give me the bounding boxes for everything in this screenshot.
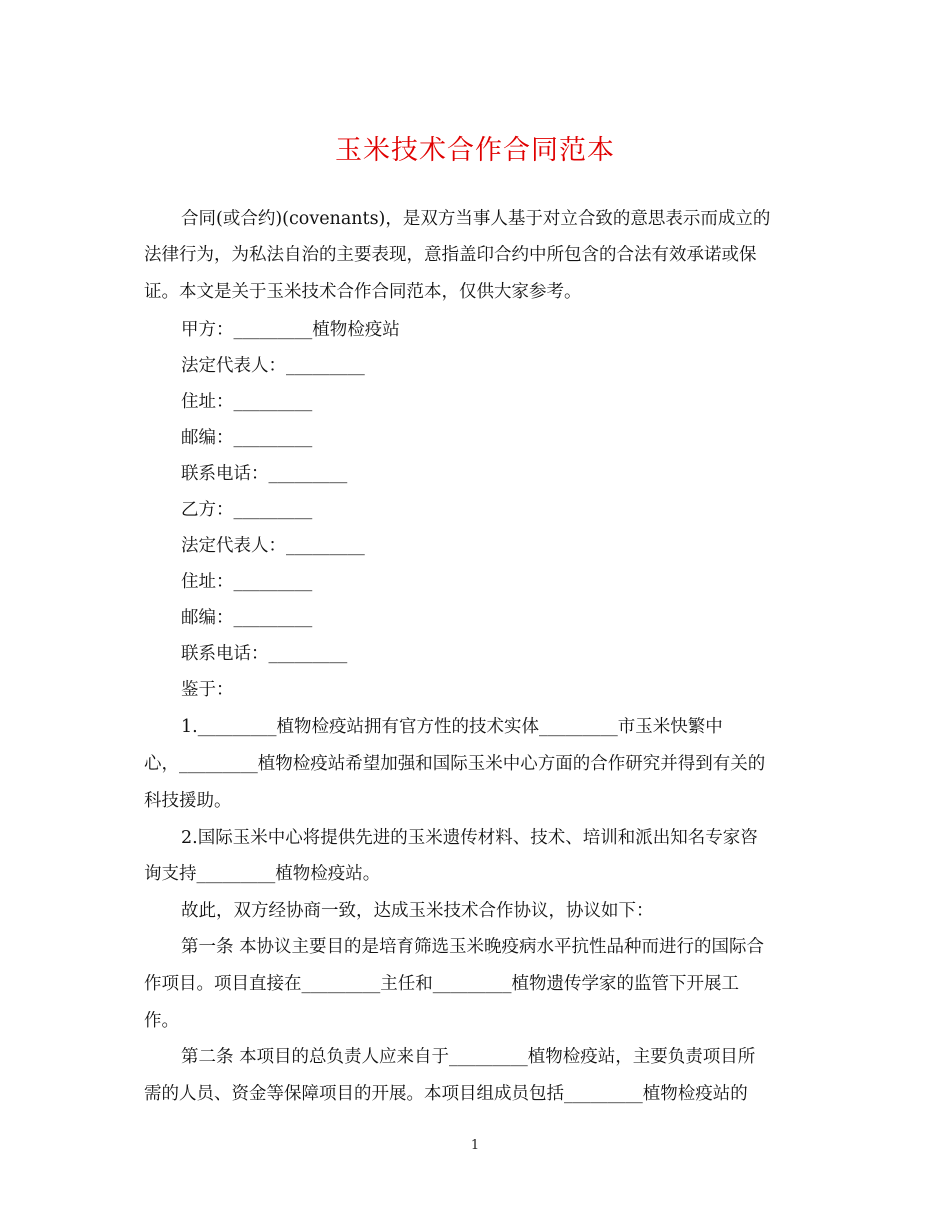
article-2-line-1: 第二条 本项目的总负责人应来自于_________植物检疫站，主要负责项目所 [181, 1047, 756, 1067]
whereas-1-line-3: 科技援助。 [144, 791, 232, 811]
party-b-postcode: 邮编：_________ [181, 608, 313, 628]
whereas-2-line-2: 询支持_________植物检疫站。 [144, 864, 381, 884]
whereas-1-line-2: 心，_________植物检疫站希望加强和国际玉米中心方面的合作研究并得到有关的 [144, 754, 766, 774]
party-a-representative: 法定代表人：_________ [181, 356, 365, 376]
article-2-line-2: 需的人员、资金等保障项目的开展。本项目组成员包括_________植物检疫站的 [144, 1084, 748, 1104]
party-a-phone: 联系电话：_________ [181, 464, 348, 484]
agreement-statement: 故此，双方经协商一致，达成玉米技术合作协议，协议如下： [181, 901, 654, 921]
document-title: 玉米技术合作合同范本 [335, 135, 615, 166]
party-b-phone: 联系电话：_________ [181, 644, 348, 664]
whereas-1-line-1: 1._________植物检疫站拥有官方性的技术实体_________市玉米快繁中 [181, 717, 723, 737]
party-a-address: 住址：_________ [181, 392, 313, 412]
party-b-representative: 法定代表人：_________ [181, 536, 365, 556]
party-b-address: 住址：_________ [181, 572, 313, 592]
intro-line-1: 合同(或合约)(covenants)，是双方当事人基于对立合致的意思表示而成立的 [181, 209, 771, 229]
page-number: 1 [470, 1138, 480, 1153]
whereas-2-line-1: 2.国际玉米中心将提供先进的玉米遗传材料、技术、培训和派出知名专家咨 [181, 828, 758, 848]
intro-line-3: 证。本文是关于玉米技术合作合同范本，仅供大家参考。 [144, 282, 582, 302]
intro-line-2: 法律行为，为私法自治的主要表现，意指盖印合约中所包含的合法有效承诺或保 [144, 245, 757, 265]
whereas-heading: 鉴于： [181, 680, 234, 700]
party-b: 乙方：_________ [181, 500, 313, 520]
article-1-line-3: 作。 [144, 1011, 179, 1031]
article-1-line-2: 作项目。项目直接在_________主任和_________植物遗传学家的监管下开展工 [144, 974, 739, 994]
party-a: 甲方：_________植物检疫站 [181, 320, 400, 340]
party-a-postcode: 邮编：_________ [181, 428, 313, 448]
article-1-line-1: 第一条 本协议主要目的是培育筛选玉米晚疫病水平抗性品种而进行的国际合 [181, 937, 765, 957]
